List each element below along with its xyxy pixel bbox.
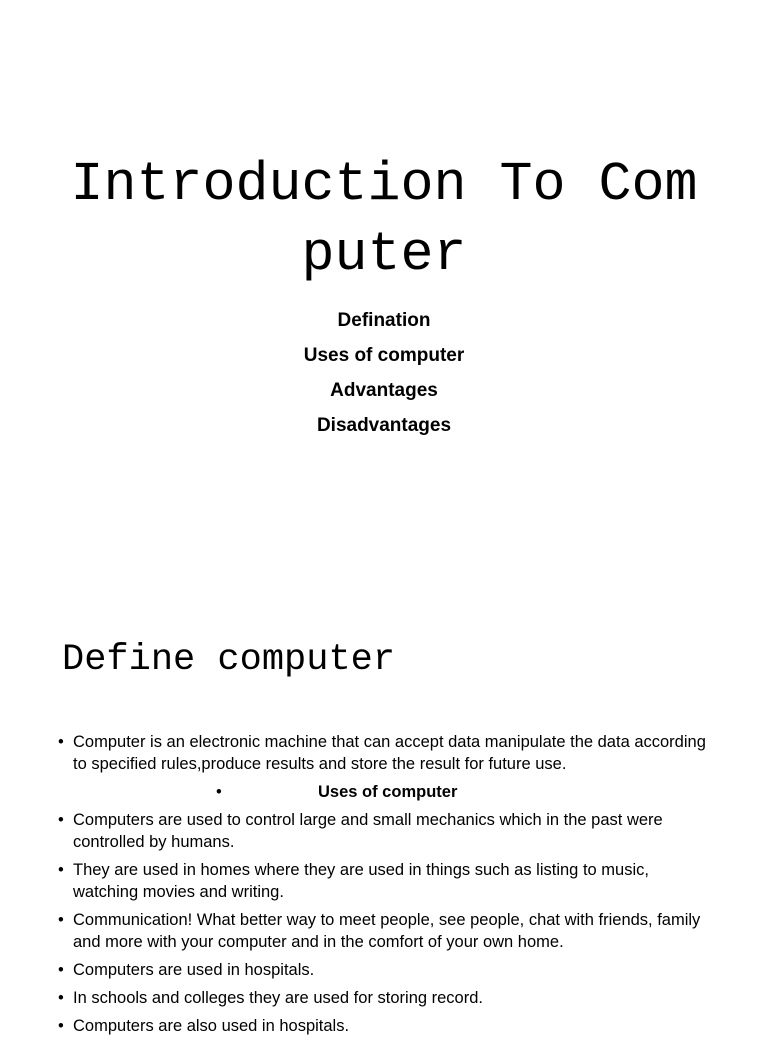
subtitle-item: Advantages: [330, 380, 438, 401]
bullet-dot: •: [58, 1017, 64, 1035]
bullet-text: Computers are also used in hospitals.: [73, 1017, 350, 1035]
bullet-dot: •: [58, 911, 64, 929]
definition-slide: [0, 600, 768, 1035]
bullet-item: [58, 987, 718, 1009]
bullet-dot: •: [58, 961, 64, 979]
bullet-dot: •: [58, 733, 64, 751]
bullet-item: [58, 1015, 718, 1037]
bullet-text: Computers are used to control large and small mechanics which in the past were controlled by humans.: [73, 811, 663, 851]
bullet-heading-text: Uses of computer: [318, 783, 458, 801]
slide-title: [70, 150, 698, 290]
bullet-item: [58, 731, 718, 775]
bullet-list: [58, 731, 718, 1043]
bullet-item: [58, 959, 718, 981]
bullet-text: Computer is an electronic machine that can accept data manipulate the data according to specified rules,produce results and store the result for future use.: [73, 733, 706, 773]
bullet-text: They are used in homes where they are used in things such as listing to music, watching movies and writing.: [73, 861, 649, 901]
subtitle-item: Defination: [337, 310, 431, 331]
subtitle-list: [0, 303, 768, 443]
bullet-text: Computers are used in hospitals.: [73, 961, 315, 979]
bullet-dot: •: [58, 811, 64, 829]
bullet-text: In schools and colleges they are used for storing record.: [73, 989, 483, 1007]
slide-title-line-1: Introduction To Com: [70, 153, 698, 216]
bullet-dot: •: [58, 989, 64, 1007]
subtitle-item: Uses of computer: [303, 345, 465, 366]
bullet-text: Communication! What better way to meet people, see people, chat with friends, family and more with your computer and in the comfort of your own home.: [73, 911, 701, 951]
definition-slide-title: Define computer: [62, 639, 396, 681]
bullet-item: [58, 909, 718, 953]
bullet-dot: •: [58, 861, 64, 879]
subtitle-item: Disadvantages: [316, 415, 452, 436]
bullet-item: [58, 859, 718, 903]
slide-title-line-2: puter: [301, 223, 467, 286]
bullet-item: [58, 781, 718, 803]
bullet-dot: •: [216, 783, 222, 801]
bullet-item: [58, 809, 718, 853]
